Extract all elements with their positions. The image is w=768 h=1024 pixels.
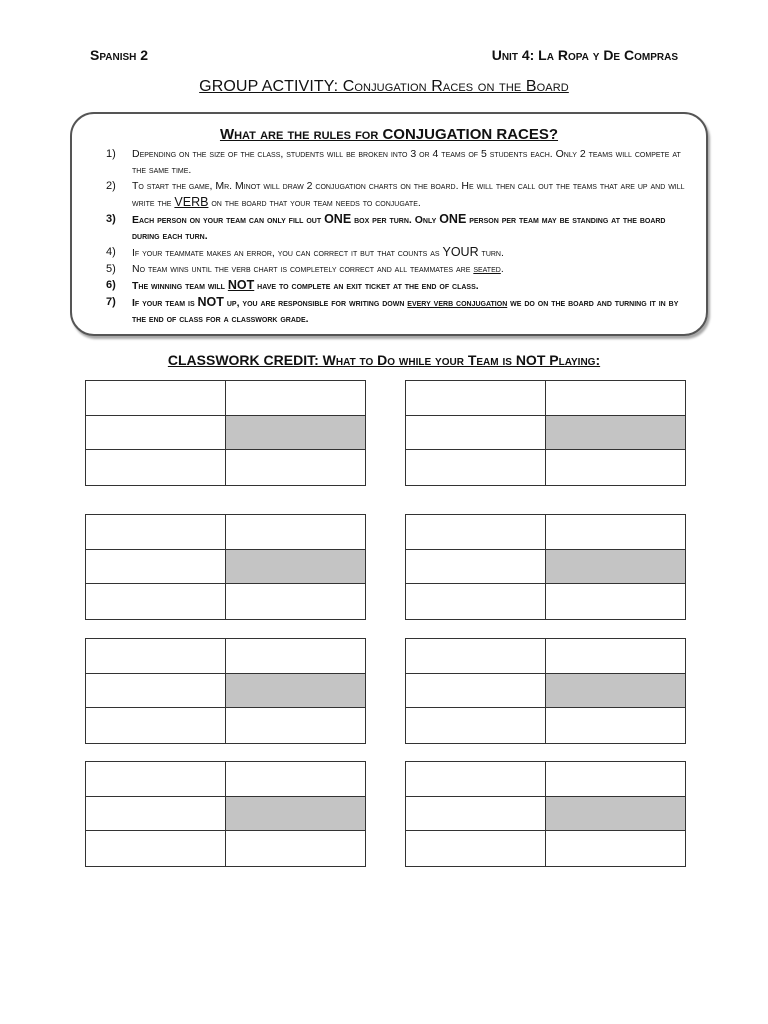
rule-number: 7)	[106, 296, 116, 308]
blank-cell	[546, 381, 686, 416]
rule-text: .	[500, 263, 504, 275]
rule-number: 2)	[106, 180, 116, 192]
blank-cell	[546, 639, 686, 674]
blank-cell	[86, 708, 226, 743]
rule-4	[106, 244, 686, 261]
rule-number: 5)	[106, 263, 116, 275]
rule-text: have to complete an exit ticket at the end of class.	[254, 280, 479, 292]
rule-emphasis: ONE	[439, 212, 467, 226]
conjugation-chart-6	[405, 638, 686, 744]
rule-text: If your team is	[132, 297, 198, 309]
unit-title: Unit 4: La Ropa y De Compras	[491, 47, 678, 63]
rule-number: 4)	[106, 246, 116, 258]
blank-cell	[226, 381, 366, 416]
conjugation-chart-4	[405, 514, 686, 620]
shaded-cell	[226, 674, 366, 709]
shaded-cell	[546, 416, 686, 451]
blank-cell	[86, 550, 226, 585]
rules-list	[106, 146, 686, 327]
rules-box	[70, 112, 708, 336]
conjugation-chart-1	[85, 380, 366, 486]
blank-cell	[226, 639, 366, 674]
shaded-cell	[546, 797, 686, 832]
rule-text: To start the game, Mr. Minot will draw 2 conjugation charts on the board. He will then call out the teams that are up and will write the	[132, 180, 685, 209]
rule-emphasis: NOT	[197, 295, 224, 309]
shaded-cell	[226, 550, 366, 585]
blank-cell	[406, 831, 546, 866]
blank-cell	[406, 708, 546, 743]
rule-text: Depending on the size of the class, students will be broken into 3 or 4 teams of 5 students each. Only 2 teams will compete at the same time.	[132, 148, 681, 176]
blank-cell	[546, 708, 686, 743]
rule-number: 1)	[106, 148, 116, 160]
blank-cell	[546, 584, 686, 619]
rule-emphasis: seated	[473, 263, 501, 275]
rules-heading: What are the rules for CONJUGATION RACES?	[219, 126, 559, 143]
blank-cell	[86, 515, 226, 550]
rule-text: up, you are responsible for writing down	[223, 297, 408, 309]
blank-cell	[406, 416, 546, 451]
blank-cell	[546, 515, 686, 550]
rule-text: person per team may be standing at the board during each turn.	[132, 214, 666, 242]
blank-cell	[546, 831, 686, 866]
blank-cell	[546, 762, 686, 797]
blank-cell	[406, 450, 546, 485]
rule-text: we do on the board and turning it in by the end of class for a classwork grade.	[132, 297, 679, 325]
rule-7	[106, 294, 686, 327]
shaded-cell	[546, 674, 686, 709]
blank-cell	[406, 639, 546, 674]
blank-cell	[86, 584, 226, 619]
blank-cell	[86, 762, 226, 797]
shaded-cell	[546, 550, 686, 585]
blank-cell	[226, 831, 366, 866]
rule-emphasis: NOT	[227, 278, 255, 292]
rule-emphasis: YOUR	[442, 245, 479, 259]
rule-number: 6)	[106, 279, 116, 291]
rule-text: The winning team will	[132, 280, 228, 292]
conjugation-chart-8	[405, 761, 686, 867]
blank-cell	[406, 550, 546, 585]
conjugation-chart-3	[85, 514, 366, 620]
page-title: GROUP ACTIVITY: Conjugation Races on the Board	[199, 78, 569, 95]
blank-cell	[86, 450, 226, 485]
blank-cell	[226, 450, 366, 485]
blank-cell	[406, 797, 546, 832]
blank-cell	[226, 762, 366, 797]
rule-5	[106, 261, 686, 277]
rule-emphasis: VERB	[174, 195, 209, 209]
blank-cell	[546, 450, 686, 485]
blank-cell	[226, 515, 366, 550]
conjugation-chart-5	[85, 638, 366, 744]
rule-text: box per turn. Only	[351, 214, 440, 226]
rule-text: If your teammate makes an error, you can correct it but that counts as	[132, 247, 443, 259]
rule-number: 3)	[106, 213, 116, 225]
classwork-title: CLASSWORK CREDIT: What to Do while your Team is NOT Playing:	[167, 352, 601, 368]
blank-cell	[406, 515, 546, 550]
rule-emphasis: ONE	[324, 212, 352, 226]
blank-cell	[86, 639, 226, 674]
conjugation-chart-2	[405, 380, 686, 486]
rule-text: on the board that your team needs to conjugate.	[208, 197, 421, 209]
rule-6	[106, 277, 686, 294]
rule-3	[106, 211, 686, 244]
rule-emphasis: every verb conjugation	[407, 297, 508, 309]
rule-text: No team wins until the verb chart is completely correct and all teammates are	[132, 263, 474, 275]
blank-cell	[86, 381, 226, 416]
blank-cell	[406, 762, 546, 797]
rule-text: turn.	[478, 247, 504, 259]
course-name: Spanish 2	[90, 47, 149, 63]
blank-cell	[86, 797, 226, 832]
rule-2	[106, 178, 686, 211]
blank-cell	[86, 416, 226, 451]
blank-cell	[406, 381, 546, 416]
rule-text: Each person on your team can only fill out	[132, 214, 325, 226]
blank-cell	[86, 674, 226, 709]
conjugation-chart-7	[85, 761, 366, 867]
blank-cell	[226, 584, 366, 619]
shaded-cell	[226, 797, 366, 832]
blank-cell	[226, 708, 366, 743]
blank-cell	[406, 584, 546, 619]
blank-cell	[86, 831, 226, 866]
rule-1	[106, 146, 686, 178]
shaded-cell	[226, 416, 366, 451]
blank-cell	[406, 674, 546, 709]
